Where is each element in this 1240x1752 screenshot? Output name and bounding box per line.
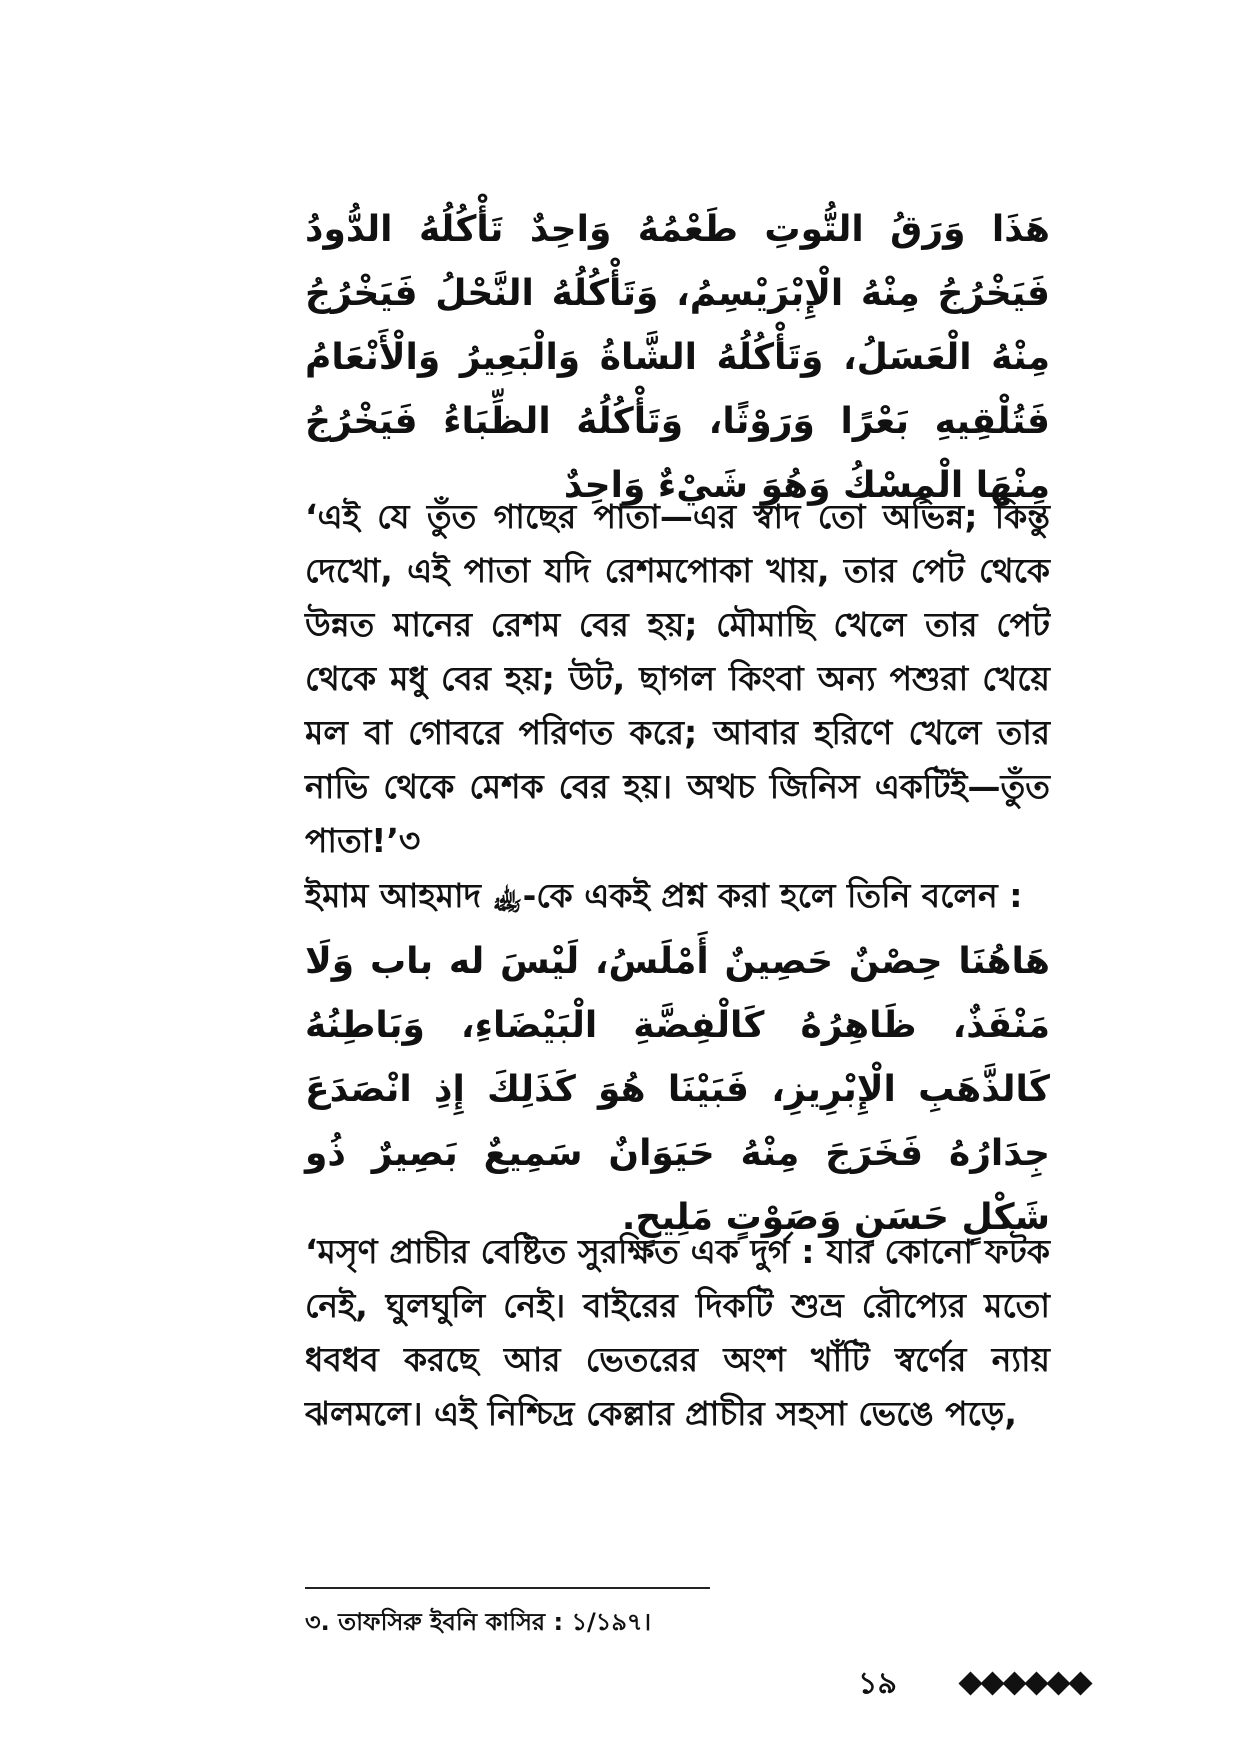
diamond-icon [958,1671,982,1695]
diamond-icon [1002,1671,1026,1695]
diamond-ornament-icon [960,1670,1091,1697]
footnote: ৩. তাফসিরু ইবনি কাসির : ১/১৯৭। [305,1608,652,1636]
arabic-quote-fortress: هَاهُنَا حِصْنٌ حَصِينٌ أَمْلَسُ، لَيْسَ له باب وَلَا مَنْفَذٌ، ظَاهِرُهُ كَالْفِضَّةِ الْبَيْضَاءِ، وَبَاطِنُهُ كَالذَّهَبِ الْإِبْرِيزِ، فَبَيْنَا هُوَ كَذَلِكَ إِذِ انْصَدَعَ جِدَارُهُ فَخَرَجَ مِنْهُ حَيَوَانٌ سَمِيعٌ بَصِيرٌ ذُو شَكْلٍ حَسَنٍ وَصَوْتٍ مَلِيحٍ. [305,941,1050,1238]
page-number: ১৯ [858,1666,897,1701]
diamond-icon [1068,1671,1092,1695]
diamond-icon [1024,1671,1048,1695]
bangla-intro-imam-ahmad: ইমাম আহমাদ ﵀-কে একই প্রশ্ন করা হলে তিনি বলেন : [305,876,1023,915]
bangla-translation-fortress: ‘মসৃণ প্রাচীর বেষ্টিত সুরক্ষিত এক দুর্গ : যার কোনো ফটক নেই, ঘুলঘুলি নেই। বাইরের দিকটি শুভ্র রৌপ্যের মতো ধবধব করছে আর ভেতরের অংশ খাঁটি স্বর্ণের ন্যায় ঝলমলে। এই নিশ্চিদ্র কেল্লার প্রাচীর সহসা ভেঙে পড়ে, [305,1232,1050,1433]
diamond-icon [1046,1671,1070,1695]
diamond-icon [980,1671,1004,1695]
footnote-divider [305,1587,710,1589]
bangla-translation-mulberry: ‘এই যে তুঁত গাছের পাতা—এর স্বাদ তো অভিন্ন; কিন্তু দেখো, এই পাতা যদি রেশমপোকা খায়, তার পেট থেকে উন্নত মানের রেশম বের হয়; মৌমাছি খেলে তার পেট থেকে মধু বের হয়; উট, ছাগল কিংবা অন্য পশুরা খেয়ে মল বা গোবরে পরিণত করে; আবার হরিণে খেলে তার নাভি থেকে মেশক বের হয়। অথচ জিনিস একটিই—তুঁত পাতা!’৩ [305,497,1050,860]
arabic-quote-mulberry: هَذَا وَرَقُ التُّوتِ طَعْمُهُ وَاحِدٌ تَأْكُلُهُ الدُّودُ فَيَخْرُجُ مِنْهُ الْإِبْرَيْسِمُ، وَتَأْكُلُهُ النَّحْلُ فَيَخْرُجُ مِنْهُ الْعَسَلُ، وَتَأْكُلُهُ الشَّاةُ وَالْبَعِيرُ وَالْأَنْعَامُ فَتُلْقِيهِ بَعْرًا وَرَوْثًا، وَتَأْكُلُهُ الظِّبَاءُ فَيَخْرُجُ مِنْهَا الْمِسْكُ وَهُوَ شَيْءٌ وَاحِدٌ [305,209,1050,506]
